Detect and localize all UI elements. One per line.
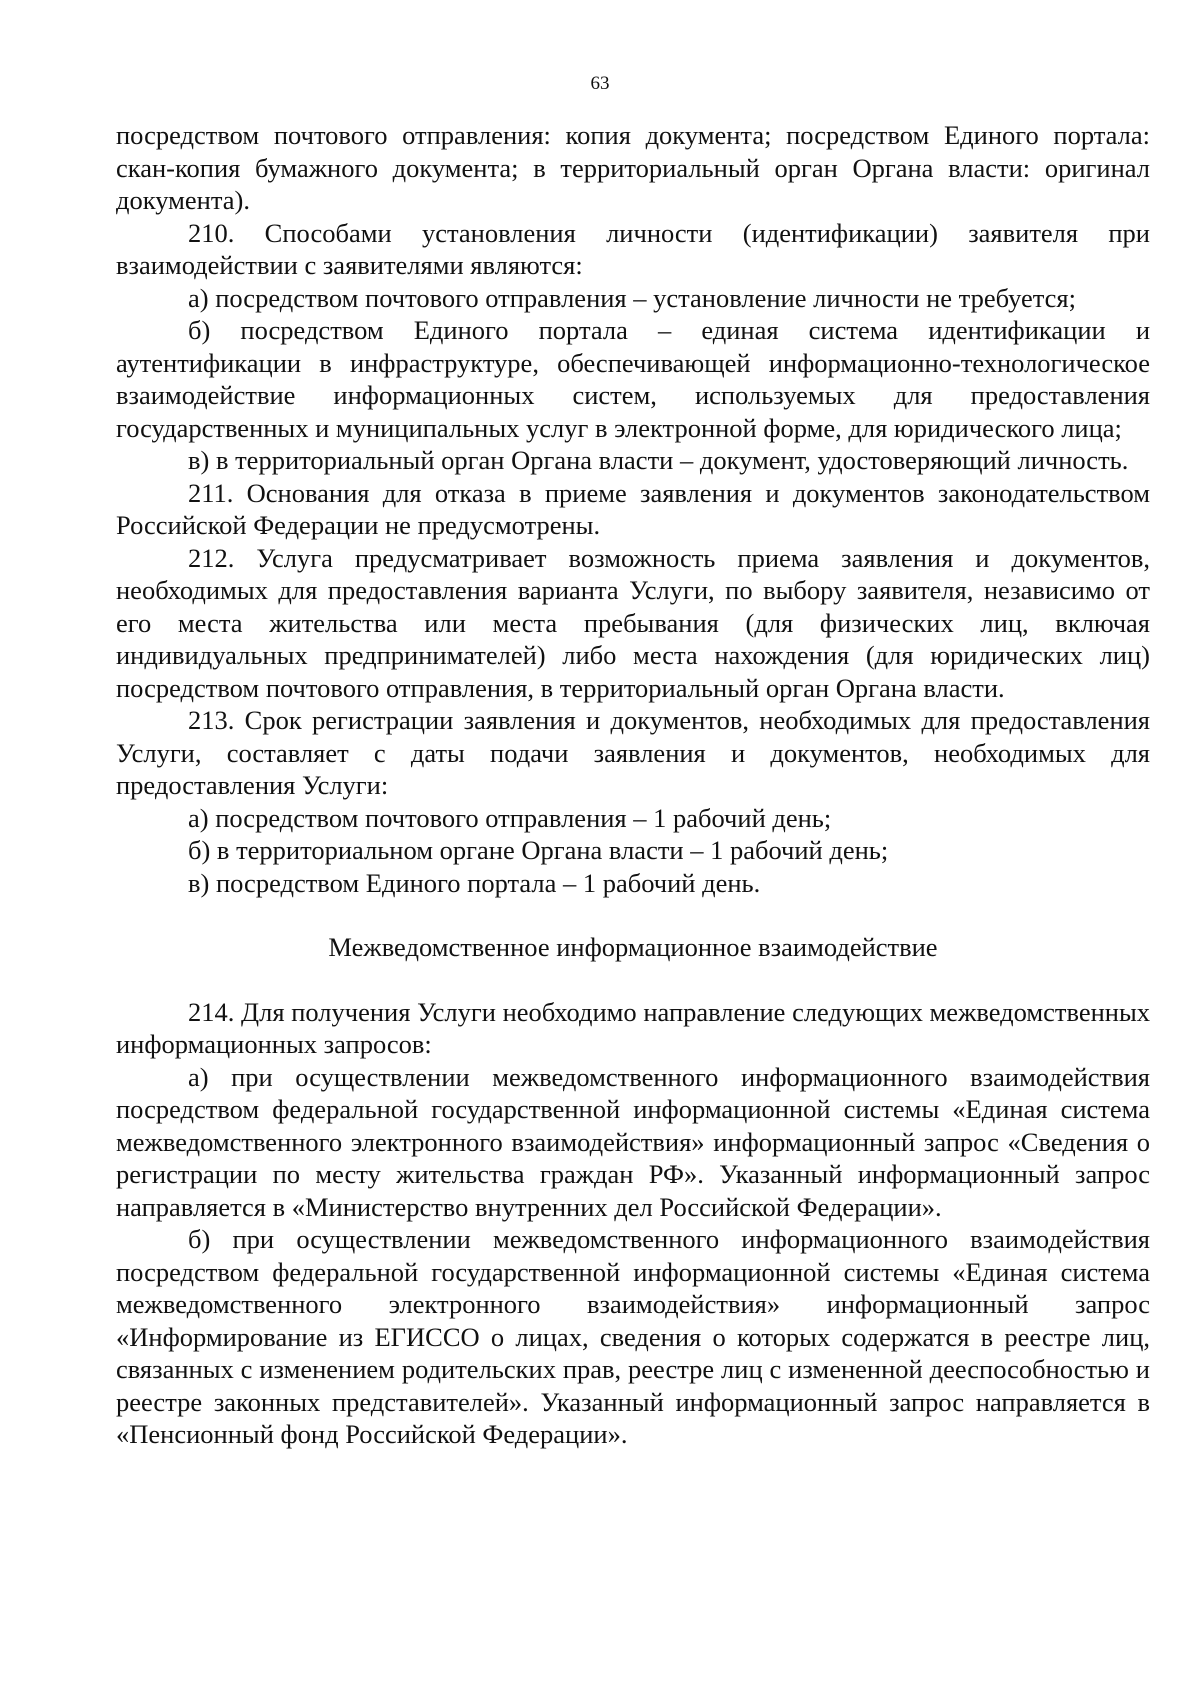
paragraph-continuation: посредством почтового отправления: копия документа; посредством Единого портала: скан-копия бумажного документа; в территориальный орган Органа власти: оригинал документа). [116,120,1150,215]
paragraph-212: 212. Услуга предусматривает возможность приема заявления и документов, необходимых для предоставления варианта Услуги, по выбору заявителя, независимо от его места жительства или места пребывания (для физических лиц, включая индивидуальных предпринимателей) либо места нахождения (для юридических лиц) посредством почтового отправления, в территориальный орган Органа власти. [116,542,1150,703]
page-number: 63 [590,73,610,94]
paragraph-213-c: в) посредством Единого портала – 1 рабочий день. [188,867,761,898]
paragraph-211: 211. Основания для отказа в приеме заявления и документов законодательством Российской Федерации не предусмотрены. [116,477,1150,540]
section-heading: Межведомственное информационное взаимодействие [328,932,938,962]
paragraph-210: 210. Способами установления личности (идентификации) заявителя при взаимодействии с заявителями являются: [116,217,1150,280]
paragraph-213-a: а) посредством почтового отправления – 1 рабочий день; [188,802,832,833]
paragraph-214-a: а) при осуществлении межведомственного информационного взаимодействия посредством федеральной государственной информационной системы «Единая система межведомственного электронного взаимодействия» информационный запрос «Сведения о регистрации по месту жительства граждан РФ». Указанный информационный запрос направляется в «Министерство внутренних дел Российской Федерации». [116,1061,1150,1222]
paragraph-213: 213. Срок регистрации заявления и документов, необходимых для предоставления Услуги, составляет с даты подачи заявления и документов, необходимых для предоставления Услуги: [116,705,1150,800]
paragraph-210-a: а) посредством почтового отправления – установление личности не требуется; [188,282,1076,313]
paragraph-210-b: б) посредством Единого портала – единая система идентификации и аутентификации в инфраструктуре, обеспечивающей информационно-технологическое взаимодействие информационных систем, используемых для предоставления государственных и муниципальных услуг в электронной форме, для юридического лица; [116,315,1150,443]
paragraph-213-b: б) в территориальном органе Органа власти – 1 рабочий день; [188,835,889,865]
paragraph-214-b: б) при осуществлении межведомственного информационного взаимодействия посредством федеральной государственной информационной системы «Единая система межведомственного электронного взаимодействия» информационный запрос «Информирование из ЕГИССО о лицах, сведения о которых содержатся в реестре лиц, связанных с изменением родительских прав, реестре лиц с измененной дееспособностью и реестре законных представителей». Указанный информационный запрос направляется в «Пенсионный фонд Российской Федерации». [116,1224,1150,1449]
paragraph-214: 214. Для получения Услуги необходимо направление следующих межведомственных информационных запросов: [116,996,1150,1059]
paragraph-210-c: в) в территориальный орган Органа власти – документ, удостоверяющий личность. [188,445,1129,475]
document-body [116,119,1150,1451]
